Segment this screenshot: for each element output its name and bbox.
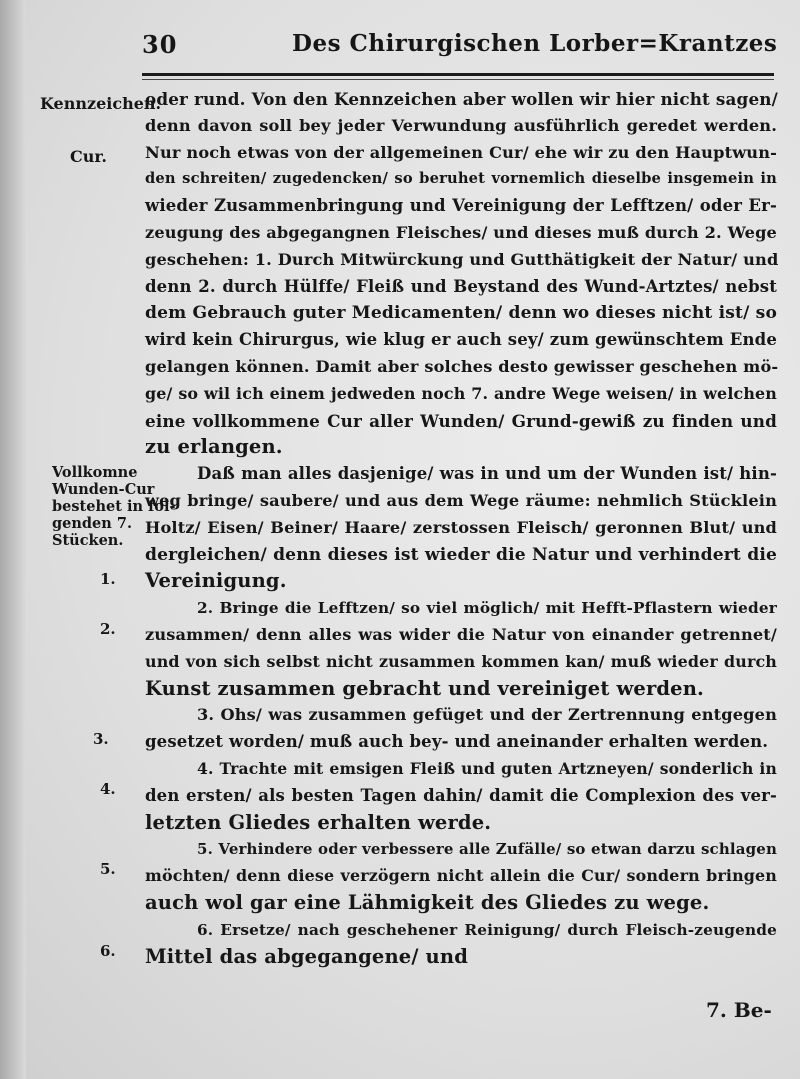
text-line: ge/ so wil ich einem jedweden noch 7. andre Wege weisen/ in welchen	[145, 383, 777, 403]
text-line: Vereinigung.	[145, 569, 287, 593]
margin-number-6: 6.	[100, 942, 116, 960]
text-line: zu erlangen.	[145, 435, 283, 459]
gutter-shadow	[0, 0, 26, 1079]
text-line: geschehen: 1. Durch Mitwürckung und Gutthätigkeit der Natur/ und	[145, 249, 779, 269]
text-line: denn 2. durch Hülffe/ Fleiß und Beystand des Wund-Artztes/ nebst	[145, 276, 777, 296]
text-line: 4. Trachte mit emsigen Fleiß und guten Artzneyen/ sonderlich in	[197, 758, 777, 778]
text-line: gesetzet worden/ muß auch bey- und aneinander erhalten werden.	[145, 732, 769, 752]
body-text	[145, 86, 777, 970]
margin-number-5: 5.	[100, 860, 116, 878]
margin-note-line: Vollkomne	[52, 464, 138, 481]
header-rule-thin	[142, 79, 774, 80]
margin-note-line: bestehet in fol-	[52, 498, 176, 515]
text-line: Holtz/ Eisen/ Beiner/ Haare/ zerstossen Fleisch/ geronnen Blut/ und	[145, 517, 777, 537]
text-line: dem Gebrauch guter Medicamenten/ denn wo dieses nicht ist/ so	[145, 303, 777, 324]
margin-note-line: Wunden-Cur	[52, 481, 155, 498]
text-line: 3. Ohs/ was zusammen gefüget und der Zertrennung entgegen	[197, 705, 777, 725]
margin-note-vollkomne	[52, 464, 176, 549]
text-line: 5. Verhindere oder verbessere alle Zufälle/ so etwan darzu schlagen	[197, 840, 777, 859]
text-line: Daß man alles dasjenige/ was in und um der Wunden ist/ hin-	[197, 464, 777, 484]
text-line: Mittel das abgegangene/ und	[145, 944, 468, 968]
running-head: Des Chirurgischen Lorber=Krantzes	[292, 30, 778, 57]
text-line: den ersten/ als besten Tagen dahin/ damit die Complexion des ver-	[145, 785, 777, 805]
text-line: zusammen/ denn alles was wider die Natur von einander getrennet/	[145, 624, 777, 644]
margin-number-1: 1.	[100, 570, 116, 588]
header-rule	[142, 73, 774, 76]
margin-note-kennzeichen: Kennzeichen.	[40, 94, 162, 113]
text-line: wieder Zusammenbringung und Vereinigung der Lefftzen/ oder Er-	[145, 196, 777, 216]
text-line: denn davon soll bey jeder Verwundung ausführlich geredet werden.	[145, 115, 777, 135]
text-line: Kunst zusammen gebracht und vereiniget werden.	[145, 676, 704, 700]
margin-note-line: Stücken.	[52, 532, 124, 549]
text-line: möchten/ denn diese verzögern nicht allein die Cur/ sondern bringen	[145, 866, 777, 886]
text-line: zeugung des abgegangnen Fleisches/ und dieses muß durch 2. Wege	[145, 222, 777, 242]
margin-number-4: 4.	[100, 780, 116, 798]
margin-number-3: 3.	[93, 730, 109, 748]
page-number: 30	[142, 30, 178, 59]
margin-note-line: genden 7.	[52, 515, 132, 532]
text-line: dergleichen/ denn dieses ist wieder die Natur und verhindert die	[145, 544, 777, 565]
text-line: wird kein Chirurgus, wie klug er auch sey/ zum gewünschtem Ende	[145, 330, 777, 350]
text-line: eine vollkommene Cur aller Wunden/ Grund-gewiß zu finden und	[145, 410, 777, 431]
text-line: gelangen können. Damit aber solches desto gewisser geschehen mö-	[145, 356, 779, 376]
margin-note-cur: Cur.	[70, 147, 107, 166]
text-line: oder rund. Von den Kennzeichen aber wollen wir hier nicht sagen/	[145, 89, 778, 109]
text-line: weg bringe/ saubere/ und aus dem Wege räume: nehmlich Stücklein	[145, 490, 777, 510]
text-line: 6. Ersetze/ nach geschehener Reinigung/ durch Fleisch-zeugende	[197, 920, 777, 939]
text-line: den schreiten/ zugedencken/ so beruhet vornemlich dieselbe insgemein in	[145, 170, 777, 188]
text-line: 2. Bringe die Lefftzen/ so viel möglich/ mit Hefft-Pflastern wieder	[197, 599, 777, 618]
margin-number-2: 2.	[100, 620, 116, 638]
text-line: letzten Gliedes erhalten werde.	[145, 810, 492, 834]
text-line: und von sich selbst nicht zusammen kommen kan/ muß wieder durch	[145, 651, 777, 671]
text-line: Nur noch etwas von der allgemeinen Cur/ ehe wir zu den Hauptwun-	[145, 142, 777, 162]
text-line: auch wol gar eine Lähmigkeit des Gliedes zu wege.	[145, 890, 710, 914]
catchword: 7. Be-	[706, 998, 772, 1022]
